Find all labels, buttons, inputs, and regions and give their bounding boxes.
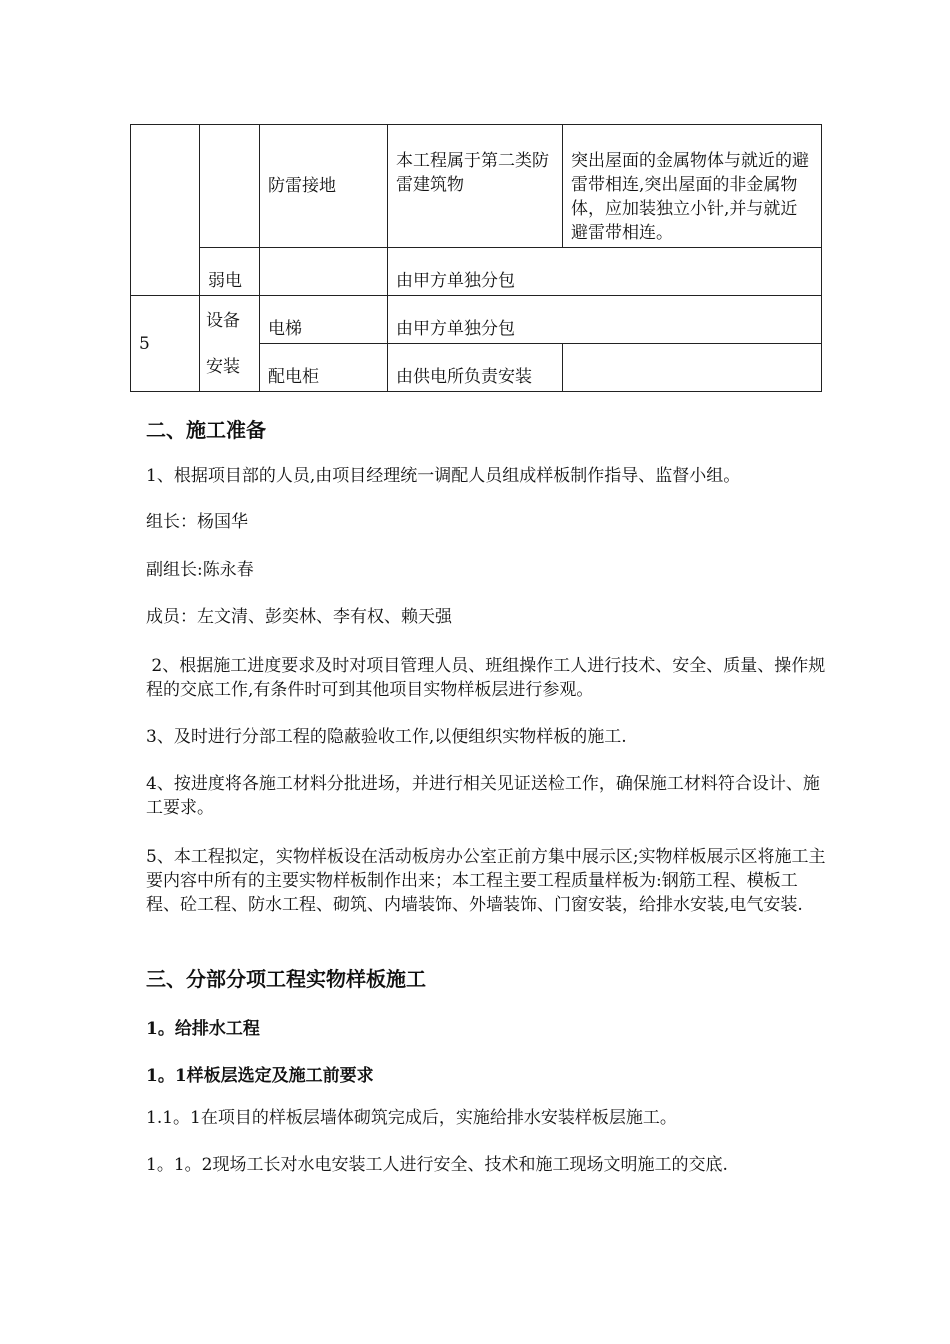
table-cell-note <box>563 344 822 392</box>
category-line1: 设备 <box>206 310 240 331</box>
subsection-title: 1。给排水工程 <box>146 1019 260 1039</box>
table-cell-content: 由甲方单独分包 <box>388 248 822 296</box>
table-cell-category <box>200 296 260 392</box>
table-cell-category <box>200 125 260 248</box>
paragraph: 1、根据项目部的人员,由项目经理统一调配人员组成样板制作指导、监督小组。 <box>146 466 741 486</box>
paragraph: 1.1。1在项目的样板层墙体砌筑完成后，实施给排水安装样板层施工。 <box>146 1108 677 1128</box>
table-cell-seq: 5 <box>131 296 200 392</box>
deputy-line: 副组长:陈永春 <box>146 560 254 580</box>
paragraph: 4、按进度将各施工材料分批进场，并进行相关见证送检工作，确保施工材料符合设计、施工要求。 <box>146 774 820 818</box>
table-row <box>131 248 822 296</box>
section-title: 二、施工准备 <box>146 418 266 442</box>
table-cell-category: 弱电 <box>200 248 260 296</box>
table-cell-item <box>260 248 388 296</box>
table-cell-item: 配电柜 <box>260 344 388 392</box>
category-line2: 安装 <box>206 356 240 377</box>
table-cell-note: 突出屋面的金属物体与就近的避雷带相连,突出屋面的非金属物体，应加装独立小针,并与就近避雷带相连。 <box>563 125 822 248</box>
paragraph: 2、根据施工进度要求及时对项目管理人员、班组操作工人进行技术、安全、质量、操作规程的交底工作,有条件时可到其他项目实物样板层进行参观。 <box>146 656 826 700</box>
table-cell-content: 由供电所负责安装 <box>388 344 563 392</box>
table-cell-item: 电梯 <box>260 296 388 344</box>
section-title: 三、分部分项工程实物样板施工 <box>146 967 426 991</box>
spec-table <box>130 124 822 392</box>
paragraph: 5、本工程拟定，实物样板设在活动板房办公室正前方集中展示区;实物样板展示区将施工主要内容中所有的主要实物样板制作出来；本工程主要工程质量样板为:钢筋工程、模板工程、砼工程、防水工程、砌筑、内墙装饰、外墙装饰、门窗安装，给排水安装,电气安装. <box>146 847 826 915</box>
paragraph: 1。1。2现场工长对水电安装工人进行安全、技术和施工现场文明施工的交底. <box>146 1155 728 1175</box>
subsection-title: 1。1样板层选定及施工前要求 <box>146 1066 374 1086</box>
paragraph: 3、及时进行分部工程的隐蔽验收工作,以便组织实物样板的施工. <box>146 727 627 747</box>
members-line: 成员：左文清、彭奕林、李有权、赖天强 <box>146 607 452 627</box>
table-row <box>131 125 822 248</box>
leader-line: 组长：杨国华 <box>146 512 248 532</box>
table-cell-content: 本工程属于第二类防雷建筑物 <box>388 125 563 248</box>
table-row <box>131 296 822 344</box>
table-cell-seq <box>131 125 200 296</box>
table-cell-item: 防雷接地 <box>260 125 388 248</box>
table-cell-content: 由甲方单独分包 <box>388 296 822 344</box>
